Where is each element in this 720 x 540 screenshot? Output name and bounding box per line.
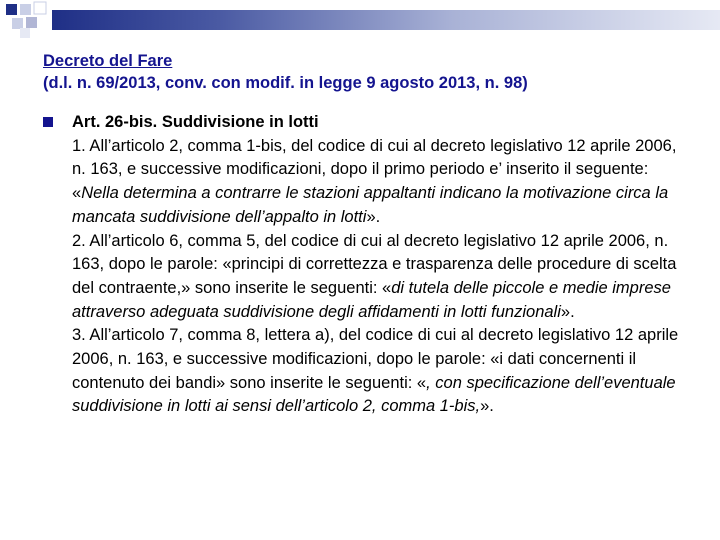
title-line-1: Decreto del Fare <box>43 52 173 70</box>
paragraph-2-end: ». <box>560 302 575 321</box>
square-bullet-icon <box>43 117 53 127</box>
paragraph-2-quote: di tutela delle piccole e medie imprese attraverso adeguata suddivisione degli affidamenti in lotti funzionali <box>72 278 671 321</box>
paragraph-1-quote: Nella determina a contrarre le stazioni appaltanti indicano la motivazione circa la mancata suddivisione dell’appalto in lotti <box>72 184 669 226</box>
paragraph-2-text: 2. All’articolo 6, comma 5, del codice di cui al decreto legislativo 12 aprile 2006, n. 163, dopo le parole: «principi di correttezza e trasparenza delle procedure di scelta del contraente,» sono inserite le seguenti: « <box>72 231 677 297</box>
paragraph-2 <box>72 230 682 325</box>
paragraph-3-text: 3. All’articolo 7, comma 8, lettera a), del codice di cui al decreto legislativo 12 aprile 2006, n. 163, e successive modificazioni, dopo le parole: «i dati concernenti il contenuto dei bandi» sono inserite le seguenti: « <box>72 326 679 392</box>
article-body <box>72 111 682 419</box>
title-line-2: (d.l. n. 69/2013, conv. con modif. in legge 9 agosto 2013, n. 98) <box>43 74 528 92</box>
article-heading: Art. 26-bis. Suddivisione in lotti <box>72 113 319 131</box>
paragraph-1-end: ». <box>366 207 381 226</box>
paragraph-3 <box>72 324 682 419</box>
paragraph-1 <box>72 135 682 230</box>
header-decoration <box>0 0 720 40</box>
paragraph-3-quote: , con specificazione dell’eventuale suddivisione in lotti ai sensi dell’articolo 2, comma 1-bis, <box>72 373 676 416</box>
corner-squares-icon <box>0 0 60 42</box>
header-gradient-bar <box>52 10 720 30</box>
slide-title <box>43 50 703 94</box>
paragraph-3-end: ». <box>480 397 494 416</box>
paragraph-1-text: 1. All’articolo 2, comma 1-bis, del codice di cui al decreto legislativo 12 aprile 2006, n. 163, e successive modificazioni, dopo il primo periodo e’ inserito il seguente: « <box>72 136 677 203</box>
